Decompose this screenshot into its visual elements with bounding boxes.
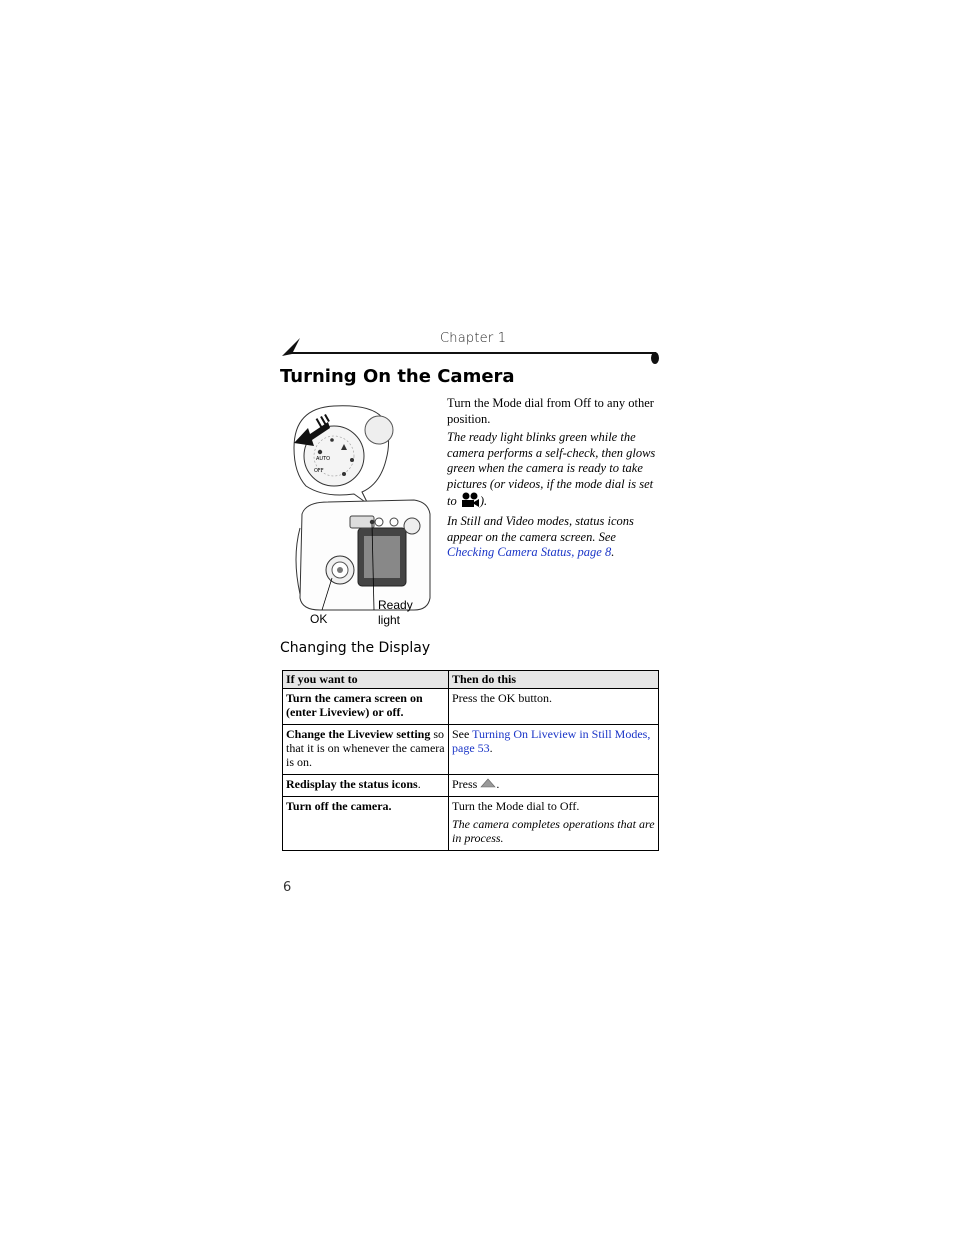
ok-caption: OK bbox=[310, 612, 328, 626]
ready-light-caption: Ready light bbox=[378, 598, 413, 627]
shutter-button bbox=[365, 416, 393, 444]
display-table bbox=[282, 670, 659, 851]
table-cell: Turn off the camera. bbox=[283, 797, 449, 851]
svg-text:OFF: OFF bbox=[314, 468, 324, 474]
table-header-row bbox=[283, 671, 659, 689]
ready-light-note: The ready light blinks green while the camera performs a self-check, then glows green when the camera is ready to take pictures (or videos, if the mode dial is set to ). bbox=[447, 430, 656, 509]
page-number: 6 bbox=[283, 880, 292, 895]
instruction-text: Turn the Mode dial from Off to any other position. bbox=[447, 396, 654, 426]
chapter-label: Chapter 1 bbox=[440, 331, 507, 346]
up-arrow-icon bbox=[480, 778, 496, 788]
table-cell: Change the Liveview setting so that it is on whenever the camera is on. bbox=[283, 725, 449, 775]
camera-illustration bbox=[284, 398, 434, 630]
table-cell: Turn the camera screen on (enter Liveview) or off. bbox=[283, 689, 449, 725]
table-cell: Turn the Mode dial to Off. The camera completes operations that are in process. bbox=[449, 797, 659, 851]
section-title: Turning On the Camera bbox=[280, 366, 515, 387]
table-cell: Redisplay the status icons. bbox=[283, 775, 449, 797]
table-row bbox=[283, 797, 659, 851]
status-icons-note: In Still and Video modes, status icons appear on the camera screen. See Checking Camera Status, page 8. bbox=[447, 514, 634, 560]
subsection-title: Changing the Display bbox=[280, 640, 431, 656]
table-header: If you want to bbox=[283, 671, 449, 689]
video-mode-icon bbox=[460, 492, 480, 508]
checking-camera-status-link[interactable]: Checking Camera Status, page 8 bbox=[447, 545, 612, 560]
table-row bbox=[283, 775, 659, 797]
header-end-dot bbox=[651, 352, 659, 364]
table-cell: Press the OK button. bbox=[449, 689, 659, 725]
turning-on-liveview-link[interactable]: Turning On Liveview in Still Modes, page 53 bbox=[452, 727, 651, 755]
table-row bbox=[283, 725, 659, 775]
table-cell: See Turning On Liveview in Still Modes, page 53. bbox=[449, 725, 659, 775]
table-row bbox=[283, 689, 659, 725]
header-rule bbox=[280, 336, 662, 366]
svg-text:AUTO: AUTO bbox=[316, 456, 331, 462]
table-cell: Press . bbox=[449, 775, 659, 797]
table-header: Then do this bbox=[449, 671, 659, 689]
ready-light bbox=[370, 520, 374, 524]
